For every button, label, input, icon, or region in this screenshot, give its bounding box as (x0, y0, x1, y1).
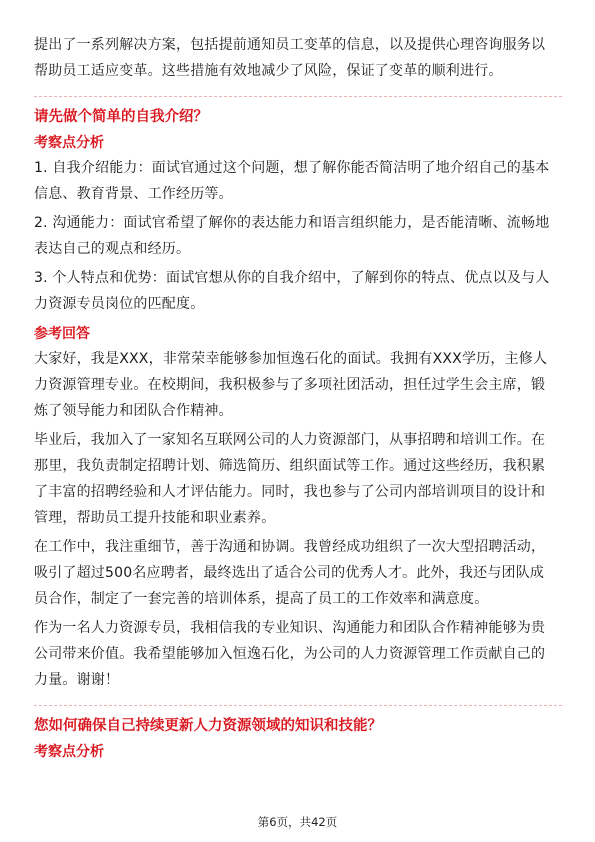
analysis-item (34, 210, 562, 262)
text-line: 表达自己的观点和经历。 (34, 241, 191, 257)
text-line: 吸引了超过500名应聘者，最终选出了适合公司的优秀人才。此外，我还与团队成 (34, 565, 545, 581)
analysis-item (34, 265, 562, 317)
section-divider (34, 96, 562, 97)
text-line: 帮助员工适应变革。这些措施有效地减少了风险，保证了变革的顺利进行。 (34, 63, 503, 79)
text-line: 作为一名人力资源专员，我相信我的专业知识、沟通能力和团队合作精神能够为贵 (34, 620, 546, 636)
intro-paragraph (34, 32, 562, 84)
text-line: 力资源管理专业。在校期间，我积极参与了多项社团活动，担任过学生会主席，锻 (34, 377, 546, 393)
text-line: 在工作中，我注重细节，善于沟通和协调。我曾经成功组织了一次大型招聘活动， (34, 539, 546, 555)
analysis-item (34, 155, 562, 207)
answer-paragraph (34, 615, 562, 693)
text-line: 公司带来价值。我希望能够加入恒逸石化，为公司的人力资源管理工作贡献自己的 (34, 646, 546, 662)
text-line: 大家好，我是XXX，非常荣幸能够参加恒逸石化的面试。我拥有XXX学历，主修人 (34, 351, 548, 367)
text-line: 炼了领导能力和团队合作精神。 (34, 403, 233, 419)
text-line: 3. 个人特点和优势：面试官想从你的自我介绍中，了解到你的特点、优点以及与人 (34, 270, 550, 286)
question-heading: 您如何确保自己持续更新人力资源领域的知识和技能？ (34, 718, 382, 734)
question-heading: 请先做个简单的自我介绍？ (34, 109, 208, 125)
text-line: 员合作，制定了一套完善的培训体系，提高了员工的工作效率和满意度。 (34, 591, 489, 607)
answer-paragraph (34, 427, 562, 531)
text-line: 提出了一系列解决方案，包括提前通知员工变革的信息，以及提供心理咨询服务以 (34, 37, 546, 53)
text-line: 力量。谢谢！ (34, 672, 120, 688)
document-page (34, 32, 562, 764)
answer-paragraph (34, 534, 562, 612)
answer-heading: 参考回答 (34, 326, 90, 342)
page-number-footer: 第6页，共42页 (257, 815, 338, 829)
answer-paragraph (34, 346, 562, 424)
text-line: 那里，我负责制定招聘计划、筛选简历、组织面试等工作。通过这些经历，我积累 (34, 458, 546, 474)
analysis-heading: 考察点分析 (34, 135, 104, 151)
text-line: 1. 自我介绍能力：面试官通过这个问题，想了解你能否简洁明了地介绍自己的基本 (34, 160, 550, 176)
section-divider (34, 705, 562, 706)
text-line: 2. 沟通能力：面试官希望了解你的表达能力和语言组织能力，是否能清晰、流畅地 (34, 215, 550, 231)
text-line: 管理，帮助员工提升技能和职业素养。 (34, 510, 276, 526)
text-line: 毕业后，我加入了一家知名互联网公司的人力资源部门，从事招聘和培训工作。在 (34, 432, 546, 448)
text-line: 了丰富的招聘经验和人才评估能力。同时，我也参与了公司内部培训项目的设计和 (34, 484, 546, 500)
text-line: 力资源专员岗位的匹配度。 (34, 296, 205, 312)
analysis-heading: 考察点分析 (34, 744, 104, 760)
text-line: 信息、教育背景、工作经历等。 (34, 186, 233, 202)
